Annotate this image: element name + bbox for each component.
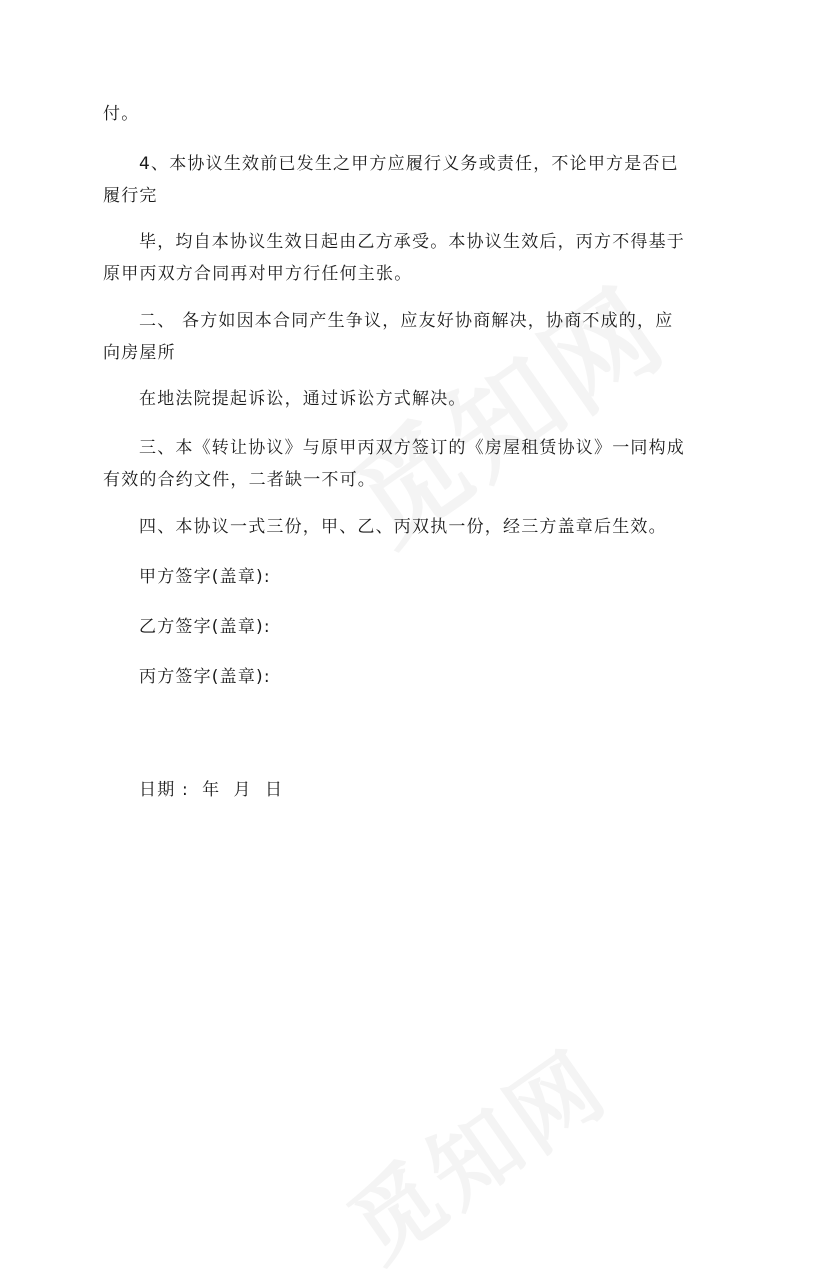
paragraph-line: 二、 各方如因本合同产生争议，应友好协商解决，协商不成的，应	[139, 311, 674, 331]
paragraph-2	[103, 148, 730, 212]
watermark-bottom	[319, 1014, 629, 1286]
paragraph-line: 原甲丙双方合同再对甲方行任何主张。	[103, 264, 413, 284]
paragraph-line: 向房屋所	[103, 343, 176, 363]
date-label: 日期 : 年 月 日	[139, 780, 284, 800]
paragraph-6	[103, 432, 730, 496]
paragraph-1	[103, 98, 730, 130]
signature-party-b	[103, 611, 730, 643]
paragraph-5	[103, 383, 730, 415]
signature-party-c	[103, 661, 730, 693]
paragraph-7	[103, 511, 730, 543]
paragraph-line: 三、本《转让协议》与原甲丙双方签订的《房屋租赁协议》一同构成	[139, 438, 685, 458]
signature-label: 乙方签字(盖章):	[139, 617, 271, 637]
paragraph-4	[103, 305, 730, 369]
signature-date	[103, 710, 730, 870]
signature-label: 甲方签字(盖章):	[139, 567, 271, 587]
signature-label: 丙方签字(盖章):	[139, 667, 271, 687]
paragraph-line: 在地法院提起诉讼，通过诉讼方式解决。	[139, 389, 467, 409]
paragraph-line: 4、本协议生效前已发生之甲方应履行义务或责任，不论甲方是否已	[139, 154, 679, 174]
paragraph-line: 有效的合约文件，二者缺一不可。	[103, 470, 376, 490]
paragraph-line: 付。	[103, 104, 140, 124]
paragraph-line: 履行完	[103, 186, 158, 206]
paragraph-3	[103, 226, 730, 290]
paragraph-line: 毕，均自本协议生效日起由乙方承受。本协议生效后，丙方不得基于	[139, 232, 685, 252]
paragraph-line: 四、本协议一式三份，甲、乙、丙双执一份，经三方盖章后生效。	[139, 517, 667, 537]
signature-party-a	[103, 561, 730, 593]
